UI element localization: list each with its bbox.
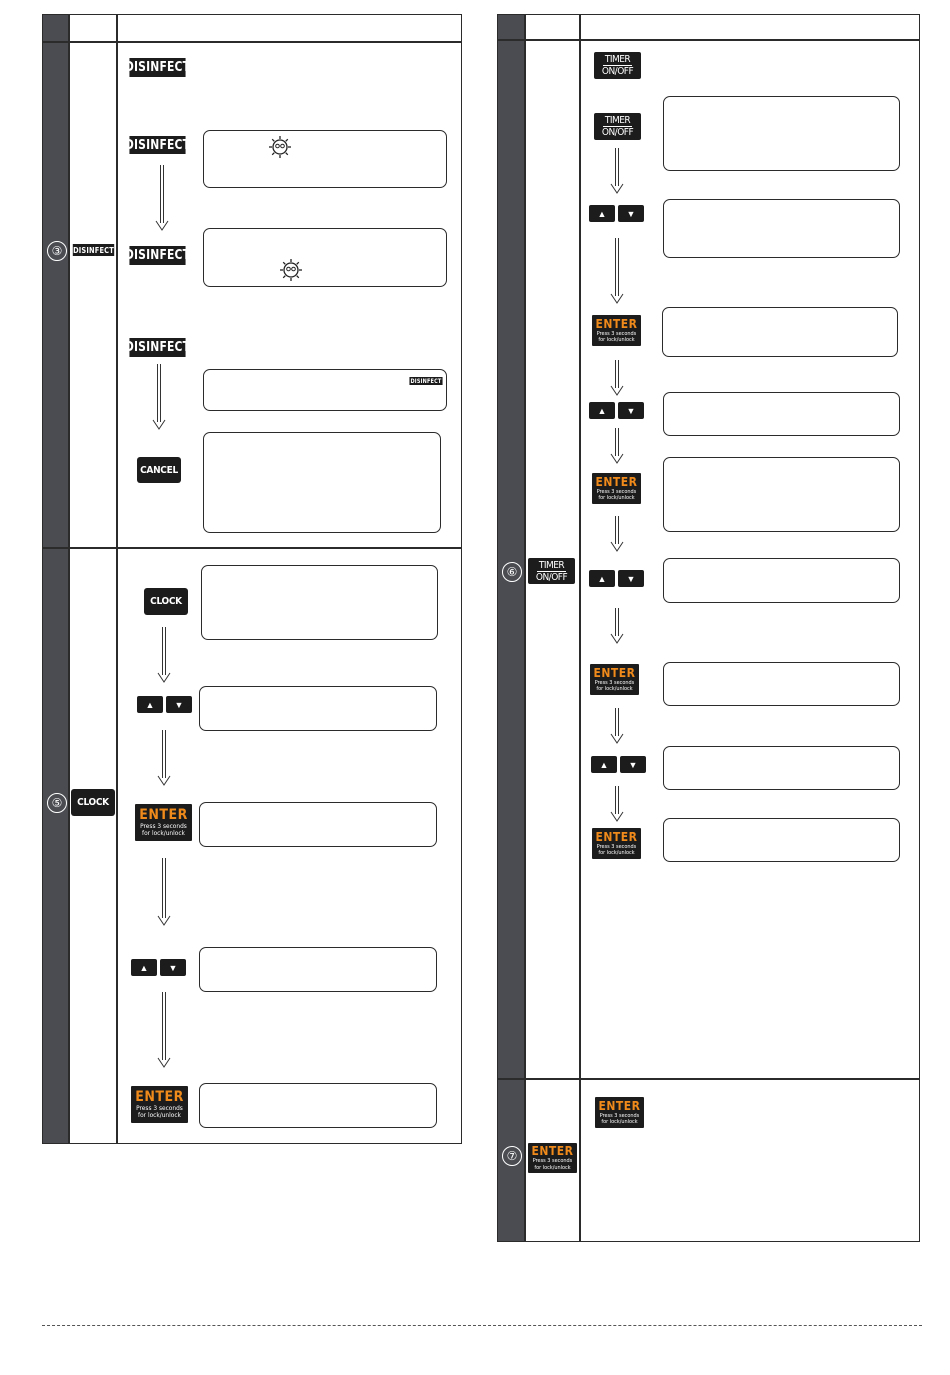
cancel-button[interactable]: CANCEL bbox=[137, 457, 181, 483]
lcd-display-11 bbox=[663, 199, 900, 258]
gear-icon bbox=[279, 258, 303, 282]
up-down-buttons-2[interactable] bbox=[131, 959, 186, 976]
arrow-down-icon bbox=[610, 360, 624, 396]
row-label-timer: TIMER ON/OFF bbox=[528, 558, 575, 584]
lcd-disinfect-indicator: DISINFECT bbox=[410, 377, 442, 385]
left-header-line bbox=[42, 41, 462, 43]
arrow-down-icon bbox=[152, 364, 166, 430]
lcd-display-4 bbox=[203, 432, 441, 533]
up-down-buttons-1[interactable] bbox=[137, 696, 192, 713]
right-row-divider bbox=[497, 1078, 920, 1080]
down-arrow-icon[interactable]: ▼ bbox=[166, 696, 192, 713]
left-header-dark-cell bbox=[43, 15, 68, 41]
up-down-buttons-6[interactable] bbox=[591, 756, 646, 773]
enter-button-6[interactable]: ENTER Press 3 seconds for lock/unlock bbox=[592, 828, 641, 859]
disinfect-button-3[interactable]: DISINFECT bbox=[124, 248, 191, 263]
lcd-display-14 bbox=[663, 457, 900, 532]
down-arrow-icon[interactable]: ▼ bbox=[618, 402, 644, 419]
up-arrow-icon[interactable]: ▲ bbox=[589, 570, 615, 587]
disinfect-button-1[interactable]: DISINFECT bbox=[124, 60, 191, 75]
up-down-buttons-5[interactable] bbox=[589, 570, 644, 587]
lcd-display-8 bbox=[199, 947, 437, 992]
lcd-display-1 bbox=[203, 130, 447, 188]
left-number-column bbox=[43, 42, 68, 1143]
lcd-display-2 bbox=[203, 228, 447, 287]
clock-button[interactable]: CLOCK bbox=[144, 588, 188, 615]
arrow-down-icon bbox=[157, 730, 171, 786]
right-col-divider-1 bbox=[524, 14, 526, 1242]
disinfect-button-4[interactable]: DISINFECT bbox=[124, 340, 191, 355]
arrow-down-icon bbox=[157, 627, 171, 683]
lcd-display-7 bbox=[199, 802, 437, 847]
lcd-display-12 bbox=[662, 307, 898, 357]
left-col-divider-2 bbox=[116, 14, 118, 1144]
lcd-display-16 bbox=[663, 662, 900, 706]
footer-divider bbox=[42, 1325, 922, 1326]
lcd-display-18 bbox=[663, 818, 900, 862]
down-arrow-icon[interactable]: ▼ bbox=[160, 959, 186, 976]
lcd-display-6 bbox=[199, 686, 437, 731]
enter-button-5[interactable]: ENTER Press 3 seconds for lock/unlock bbox=[590, 664, 639, 695]
arrow-down-icon bbox=[610, 608, 624, 644]
lcd-display-15 bbox=[663, 558, 900, 603]
lcd-display-17 bbox=[663, 746, 900, 790]
arrow-down-icon bbox=[610, 148, 624, 194]
arrow-down-icon bbox=[155, 165, 169, 231]
down-arrow-icon[interactable]: ▼ bbox=[620, 756, 646, 773]
disinfect-button-2[interactable]: DISINFECT bbox=[124, 137, 191, 153]
down-arrow-icon[interactable]: ▼ bbox=[618, 570, 644, 587]
timer-button-1[interactable]: TIMER ON/OFF bbox=[594, 52, 641, 79]
up-arrow-icon[interactable]: ▲ bbox=[589, 402, 615, 419]
arrow-down-icon bbox=[157, 992, 171, 1068]
lcd-display-5 bbox=[201, 565, 438, 640]
arrow-down-icon bbox=[610, 428, 624, 464]
timer-button-2[interactable]: TIMER ON/OFF bbox=[594, 113, 641, 140]
up-arrow-icon[interactable]: ▲ bbox=[591, 756, 617, 773]
row-number-3: ③ bbox=[47, 241, 67, 261]
arrow-down-icon bbox=[610, 238, 624, 304]
enter-button-3[interactable]: ENTER Press 3 seconds for lock/unlock bbox=[592, 315, 641, 346]
up-arrow-icon[interactable]: ▲ bbox=[137, 696, 163, 713]
down-arrow-icon[interactable]: ▼ bbox=[618, 205, 644, 222]
right-col-divider-2 bbox=[579, 14, 581, 1242]
up-arrow-icon[interactable]: ▲ bbox=[589, 205, 615, 222]
up-down-buttons-4[interactable] bbox=[589, 402, 644, 419]
row-label-disinfect: DISINFECT bbox=[73, 245, 114, 255]
arrow-down-icon bbox=[610, 516, 624, 552]
right-header-dark-cell bbox=[498, 15, 524, 40]
up-arrow-icon[interactable]: ▲ bbox=[131, 959, 157, 976]
lcd-display-3 bbox=[203, 369, 447, 411]
arrow-down-icon bbox=[610, 708, 624, 744]
left-row-divider bbox=[42, 547, 462, 549]
arrow-down-icon bbox=[610, 786, 624, 822]
gear-icon bbox=[268, 135, 292, 159]
up-down-buttons-3[interactable] bbox=[589, 205, 644, 222]
lcd-display-13 bbox=[663, 392, 900, 436]
row-number-5: ⑤ bbox=[47, 793, 67, 813]
row-label-enter: ENTER Press 3 seconds for lock/unlock bbox=[528, 1143, 577, 1173]
row-number-7: ⑦ bbox=[502, 1146, 522, 1166]
enter-button-4[interactable]: ENTER Press 3 seconds for lock/unlock bbox=[592, 473, 641, 504]
enter-button-1[interactable]: ENTER Press 3 seconds for lock/unlock bbox=[135, 804, 192, 841]
arrow-down-icon bbox=[157, 858, 171, 926]
right-number-column bbox=[498, 40, 524, 1241]
left-col-divider-1 bbox=[68, 14, 70, 1144]
row-number-6: ⑥ bbox=[502, 562, 522, 582]
right-header-line bbox=[497, 39, 920, 41]
enter-button-7[interactable]: ENTER Press 3 seconds for lock/unlock bbox=[595, 1097, 644, 1128]
row-label-clock: CLOCK bbox=[71, 789, 115, 816]
enter-button-2[interactable]: ENTER Press 3 seconds for lock/unlock bbox=[131, 1086, 188, 1123]
lcd-display-10 bbox=[663, 96, 900, 171]
lcd-display-9 bbox=[199, 1083, 437, 1128]
